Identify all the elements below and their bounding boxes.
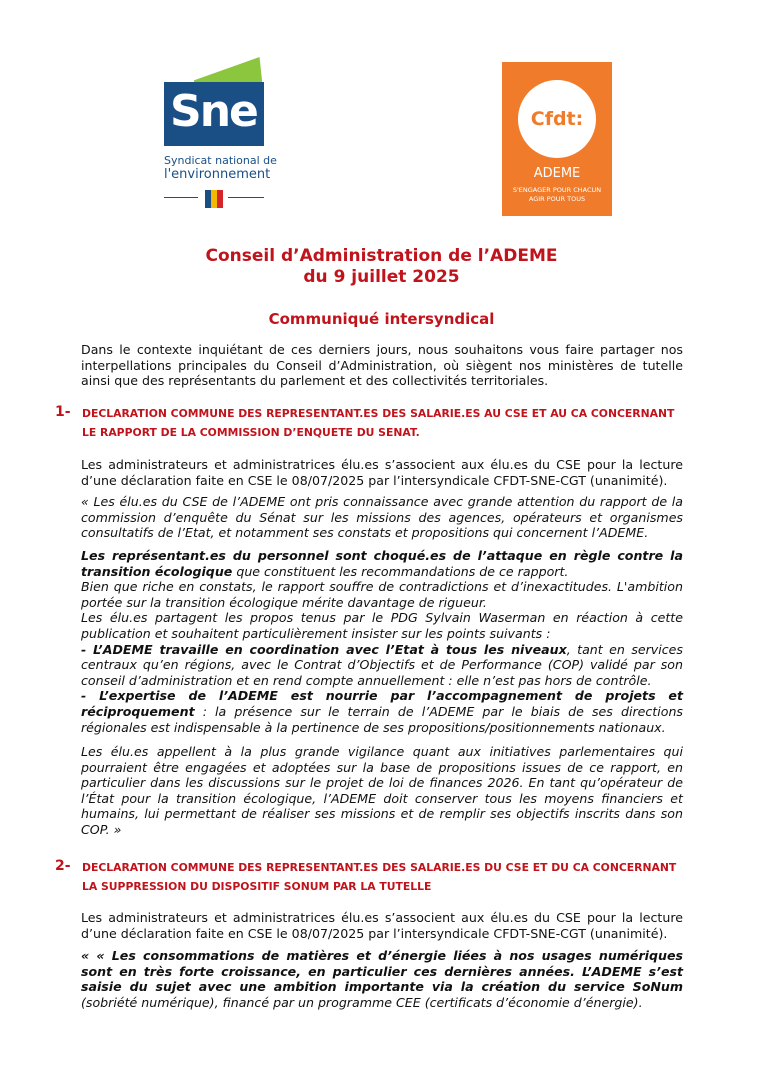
section2-lead: Les administrateurs et administratrices élu.es s’associent aux élu.es du CSE pour la lecture d’une déclaration faite en CSE le 08/07/2025 par l’intersyndicale CFDT-SNE-CGT (unanimité). <box>81 910 683 941</box>
section1-number: 1- <box>55 404 71 420</box>
sne-logo-rule-left <box>164 197 198 198</box>
cfdt-logo-tagline1: S'ENGAGER POUR CHACUN <box>512 186 602 194</box>
section2-quote: « « Les consommations de matières et d’énergie liées à nos usages numériques sont en très forte croissance, en particulier ces dernières années. L’ADEME s’est saisie du sujet avec une ambition importante via la création du service SoNum (sobriété numérique), financé par un programme CEE (certificats d’économie d’énergie). <box>81 948 683 1010</box>
union-emblem-icon <box>204 188 224 210</box>
page-title-line2: du 9 juillet 2025 <box>303 267 460 287</box>
page-subtitle: Communiqué intersyndical <box>268 310 495 328</box>
cfdt-logo-tagline2: AGIR POUR TOUS <box>528 195 586 203</box>
section2-heading: DECLARATION COMMUNE DES REPRESENTANT.ES DES SALARIE.ES DU CSE ET DU CA CONCERNANT LA SUPPRESSION DU DISPOSITIF SONUM PAR LA TUTELLE <box>82 861 677 893</box>
cfdt-logo-org: ADEME <box>533 166 581 181</box>
section1-quote-conclusion: Les élu.es appellent à la plus grande vigilance quant aux initiatives parlementaires qui pourraient être engagées et adoptées sur la base de propositions issues de ce rapport, en particulier dans les discussions sur le projet de loi de finances 2026. En tant qu’opérateur de l’État pour la transition écologique, l’ADEME doit conserver tous les moyens financiers et humains, lui permettant de réaliser ses missions et de remplir ses objectifs inscrits dans son COP. » <box>81 744 683 837</box>
section1-heading: DECLARATION COMMUNE DES REPRESENTANT.ES DES SALARIE.ES AU CSE ET AU CA CONCERNANT LE RAPPORT DE LA COMMISSION D’ENQUETE DU SENAT. <box>82 407 675 439</box>
intro-paragraph: Dans le contexte inquiétant de ces derniers jours, nous souhaitons vous faire partager nos interpellations principales du Conseil d’Administration, où siègent nos ministères de tutelle ainsi que des représentants du parlement et des collectivités territoriales. <box>81 342 683 389</box>
sne-logo-line1: Syndicat national de <box>164 154 277 167</box>
cfdt-logo-word: Cfdt: <box>530 108 584 130</box>
section1-quote-intro: « Les élu.es du CSE de l’ADEME ont pris connaissance avec grande attention du rapport de la commission d’enquête du Sénat sur les missions des agences, opérateurs et organismes consultatifs de l’Etat, et notamment ses constats et propositions qui concernent l’ADEME. <box>81 494 683 541</box>
section1-quote-body: Les représentant.es du personnel sont choqué.es de l’attaque en règle contre la transition écologique que constituent les recommandations de ce rapport. Bien que riche en constats, le rapport souffre de contradictions et d’inexactitudes. L'ambition portée sur la transition écologique mérite davantage de rigueur. Les élu.es partagent les propos tenus par le PDG Sylvain Waserman en réaction à cette publication et souhaitent particulièrement insister sur les points suivants : - L’ADEME travaille en coordination avec l’Etat à tous les niveaux, tant en services centraux qu’en régions, avec le Contrat d’Objectifs et de Performance (COP) validé par son conseil d’administration et en rend compte annuellement : elle n’est pas hors de contrôle. - L’expertise de l’ADEME est nourrie par l’accompagnement de projets et réciproquement : la présence sur le terrain de l’ADEME par le biais de ses directions régionales est indispensable à la pertinence de ses propositions/positionnements nationaux. <box>81 548 683 735</box>
section2-number: 2- <box>55 858 71 874</box>
sne-logo-word: Sne <box>170 86 257 137</box>
sne-logo-line2: l'environnement <box>164 167 271 182</box>
section1-lead: Les administrateurs et administratrices élu.es s’associent aux élu.es du CSE pour la lecture d’une déclaration faite en CSE le 08/07/2025 par l’intersyndicale CFDT-SNE-CGT (unanimité). <box>81 457 683 488</box>
cfdt-logo <box>502 62 612 216</box>
page-title-line1: Conseil d’Administration de l’ADEME <box>205 246 558 266</box>
sne-logo-rule-right <box>228 197 264 198</box>
sne-logo <box>162 68 277 213</box>
